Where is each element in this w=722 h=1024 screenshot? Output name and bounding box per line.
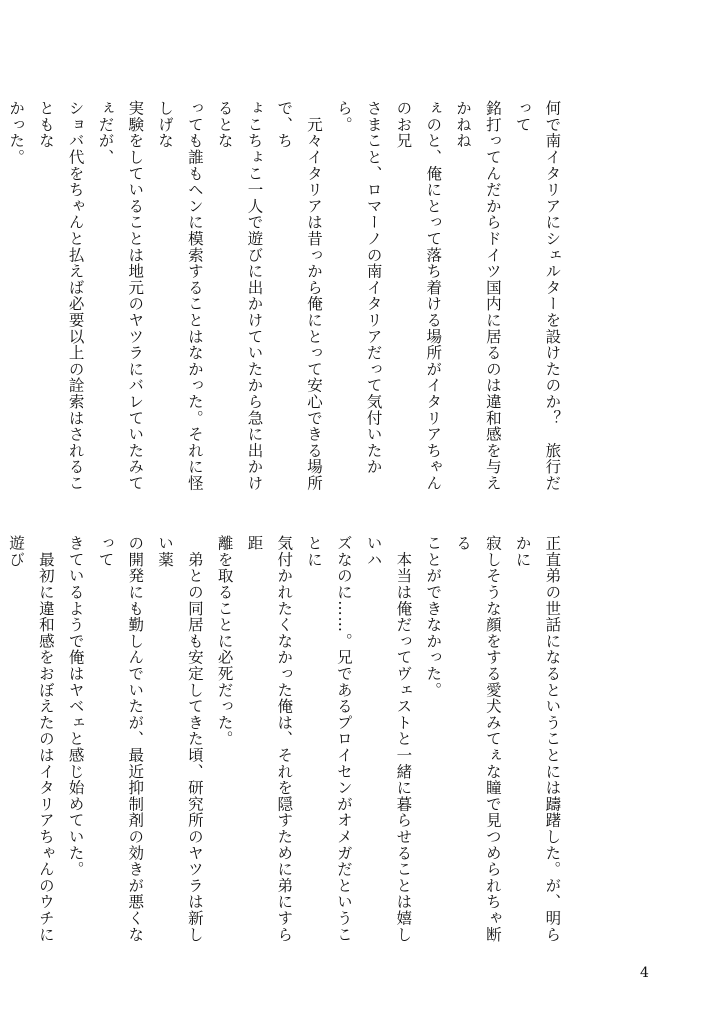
text-block-top — [7, 100, 626, 500]
text-block-bottom — [7, 535, 626, 955]
paragraph: 本当は俺だってヴェストと一緒に暮らせることは嬉しいハ ズなのに……。兄であるプロイセンがオメガだということに 気付かれたくなかった俺は、それを隠すために弟にすら距 離を取ることに必死だった。 — [215, 535, 413, 943]
page-number: 4 — [640, 965, 649, 981]
paragraph: 何で南イタリアにシェルターを設けたのか？ 旅行だって 銘打ってんだからドイツ国内に居るのは違和感を与えかねね ぇのと、俺にとって落ち着ける場所がイタリアちゃんのお兄 さまこと、ロマーノの南イタリアだって気付いたから。 — [334, 100, 562, 492]
paragraph: 元々イタリアは昔っから俺にとって安心できる場所で、ち ょこちょこ一人で遊びに出かけていたから急に出かけるとな っても誰もヘンに模索することはなかった。それに怪しげな 実験をしていることは地元のヤツラにバレていたみてぇだが、 ショバ代をちゃんと払えば必要以上の詮索はされることもな かった。 — [7, 100, 324, 492]
paragraph: 正直弟の世話になるということには躊躇した。が、明らかに 寂しそうな顔をする愛犬みてぇな瞳で見つめられちゃ断る ことができなかった。 — [424, 535, 562, 943]
paragraph: 弟との同居も安定してきた頃、研究所のヤツラは新しい薬 の開発にも勤しんでいたが、最近抑制剤の効きが悪くなって きているようで俺はヤベェと感じ始めていた。 — [66, 535, 204, 943]
paragraph: 最初に違和感をおぼえたのはイタリアちゃんのウチに遊び — [7, 535, 55, 943]
